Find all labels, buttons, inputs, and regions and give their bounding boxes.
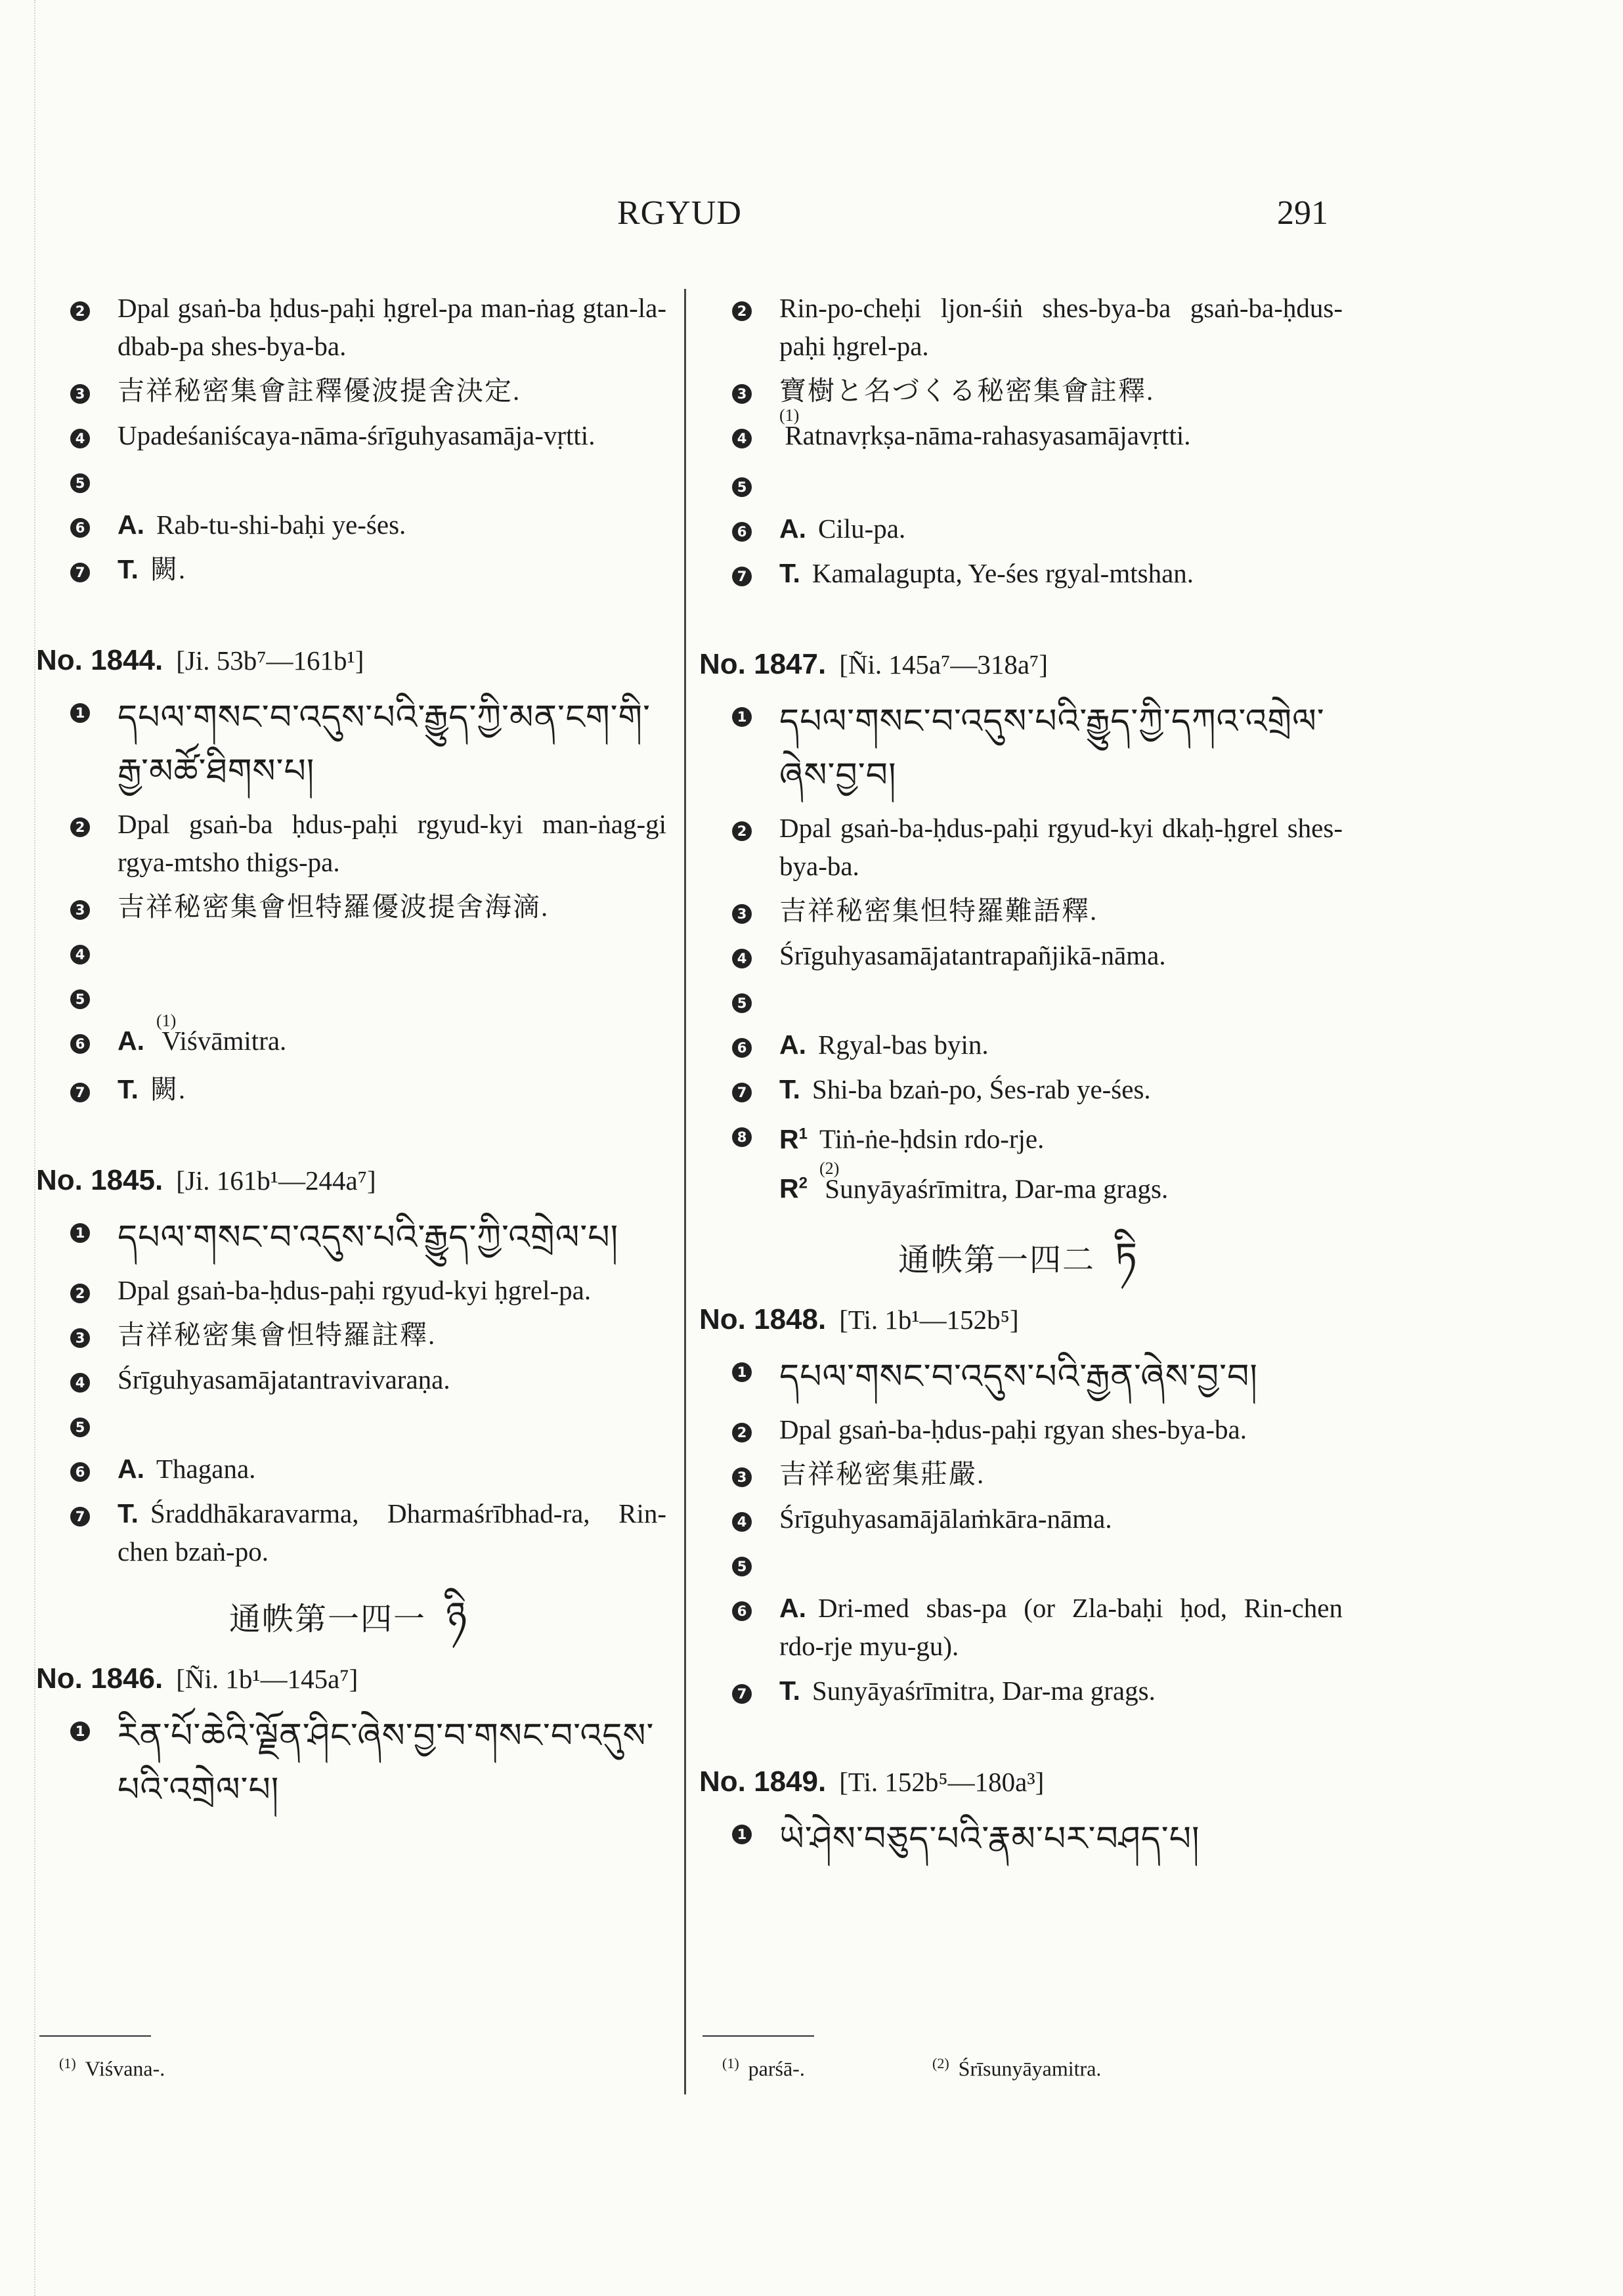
field-number: [699, 936, 779, 974]
entry-row: [36, 550, 666, 588]
entry-row: [36, 932, 666, 970]
entry-row: [699, 1350, 1343, 1404]
field-text: དཔལ་གསང་བ་འདུས་པའི་རྒྱུད་ཀྱི་དཀའ་འགྲེལ་ཞེས་བྱ་བ།: [779, 702, 1325, 795]
field-number-badge: 2: [70, 1284, 90, 1303]
field-content: [779, 1115, 1343, 1158]
field-number: [36, 1494, 118, 1532]
field-text: Rab-tu-shi-baḥi ye-śes.: [156, 509, 406, 540]
entry-row: [699, 1455, 1343, 1493]
role-letter: T.: [779, 1074, 800, 1104]
field-content: [779, 1350, 1343, 1404]
field-number-badge: 5: [70, 473, 90, 493]
footnote-left: [59, 2055, 165, 2081]
field-number-badge: 4: [70, 945, 90, 964]
field-number-badge: 5: [732, 1557, 752, 1576]
field-number-badge: 6: [732, 522, 752, 542]
field-content: [779, 1672, 1343, 1710]
field-number-badge: 2: [732, 301, 752, 321]
field-text: Upadeśaniścaya-nāma-śrīguhyasamāja-vṛtti.: [118, 420, 595, 450]
role-letter: R: [779, 1123, 799, 1154]
role-label: [779, 1029, 806, 1060]
field-text: Rin-po-cheḥi ljon-śiṅ shes-bya-ba gsaṅ-ba-ḥdus-paḥi ḥgrel-pa.: [779, 293, 1343, 361]
field-text: Thagana.: [156, 1454, 256, 1484]
volume-heading: [699, 1231, 1343, 1287]
role-label: [118, 1454, 144, 1484]
field-text: 闕.: [150, 1074, 187, 1104]
field-number-badge: 5: [732, 993, 752, 1013]
field-number: [699, 809, 779, 847]
note-reference: (1): [779, 406, 800, 425]
role-letter: T.: [779, 1676, 800, 1706]
field-number-badge: 8: [732, 1127, 752, 1147]
role-letter: T.: [118, 554, 139, 584]
entry-row: [36, 1360, 666, 1398]
entry-row: [36, 1070, 666, 1108]
field-content: [118, 1316, 666, 1354]
field-content: [779, 1159, 1343, 1212]
role-letter: A.: [118, 509, 144, 540]
entry-head-1848: [699, 1300, 1343, 1339]
field-number-badge: 1: [70, 1223, 90, 1243]
field-number: [699, 289, 779, 327]
field-number: [36, 372, 118, 410]
footnote-mark: (1): [722, 2055, 739, 2071]
role-label: [779, 1676, 800, 1706]
entry-row: [699, 936, 1343, 974]
field-text: དཔལ་གསང་བ་འདུས་པའི་རྒྱན་ཞེས་བྱ་བ།: [779, 1357, 1258, 1397]
column-divider: [684, 289, 686, 2094]
role-superscript: 2: [798, 1174, 808, 1192]
entry-row: [36, 805, 666, 881]
entry-row: [699, 554, 1343, 592]
field-number-badge: 1: [732, 1362, 752, 1382]
entry-head-1846: [36, 1659, 666, 1699]
field-number: [36, 506, 118, 544]
role-letter: T.: [118, 1498, 139, 1528]
field-number: [36, 1405, 118, 1443]
role-letter: A.: [779, 1029, 806, 1060]
entry-row: [36, 506, 666, 544]
role-label: [118, 1498, 139, 1528]
field-number: [36, 1316, 118, 1354]
entry-number: No. 1845.: [36, 1164, 163, 1196]
field-number-badge: 7: [732, 1083, 752, 1102]
role-label: [779, 1593, 806, 1623]
volume-glyph: ཉི: [445, 1593, 474, 1639]
field-number: [699, 1115, 779, 1153]
field-number-badge: 4: [70, 429, 90, 448]
field-text: Dri-med sbas-pa (or Zla-baḥi ḥod, Rin-chen rdo-rje myu-gu).: [779, 1593, 1343, 1662]
role-letter: A.: [118, 1026, 144, 1056]
entry-head-1847: [699, 645, 1343, 684]
volume-heading-text: 通帙第一四一: [228, 1602, 426, 1637]
field-text: Sunyāyaśrīmitra, Dar-ma grags.: [812, 1676, 1156, 1706]
field-text: 吉祥秘密集怛特羅難語釋.: [779, 896, 1098, 926]
entry-row: [36, 1316, 666, 1354]
role-label: [779, 558, 800, 588]
volume-heading-text: 通帙第一四二: [898, 1243, 1095, 1278]
field-text: Dpal gsaṅ-ba-ḥdus-paḥi rgyud-kyi ḥgrel-pa.: [118, 1275, 592, 1305]
field-content: [779, 892, 1343, 930]
entry-row: [36, 888, 666, 926]
field-number: [36, 1360, 118, 1398]
footnote-mark: (1): [59, 2055, 76, 2071]
entry-row: [36, 1405, 666, 1443]
field-number: [36, 805, 118, 843]
entry-head-1845: [36, 1161, 666, 1200]
entry-row: [699, 465, 1343, 503]
field-number: [36, 289, 118, 327]
field-text: དཔལ་གསང་བ་འདུས་པའི་རྒྱུད་ཀྱི་འགྲེལ་པ།: [118, 1218, 619, 1257]
field-text: 吉祥秘密集會怛特羅註釋.: [118, 1320, 437, 1350]
field-text: རིན་པོ་ཆེའི་ལྗོན་ཤིང་ཞེས་བྱ་བ་གསང་བ་འདུས་པའི་འགྲེལ་པ།: [118, 1716, 655, 1809]
role-letter: A.: [779, 513, 806, 544]
field-content: [118, 289, 666, 365]
field-number-badge: 3: [732, 384, 752, 404]
role-superscript: 1: [798, 1125, 808, 1142]
volume-heading: [36, 1590, 666, 1646]
field-text: 寶樹と名づくる秘密集會註釋.: [779, 376, 1155, 406]
field-number-badge: 7: [70, 1507, 90, 1527]
entry-row: [36, 289, 666, 365]
field-text: Dpal gsaṅ-ba ḥdus-paḥi rgyud-kyi man-ṅag-gi rgya-mtsho thigs-pa.: [118, 809, 666, 877]
field-number-badge: 5: [732, 477, 752, 497]
field-content: [118, 506, 666, 544]
field-content: [118, 372, 666, 410]
entry-ref: [Ji. 161b¹—244a⁷]: [176, 1165, 376, 1196]
field-number-badge: 3: [70, 384, 90, 404]
field-text: Cilu-pa.: [818, 513, 906, 544]
field-content: [779, 695, 1343, 802]
field-content: [118, 691, 666, 798]
field-number-badge: 3: [732, 1467, 752, 1487]
entry-row: [36, 416, 666, 454]
role-label: [118, 554, 139, 584]
field-number-badge: 3: [70, 1328, 90, 1348]
role-label: [118, 509, 144, 540]
field-number-badge: 7: [732, 567, 752, 586]
entry-1848-rows: [699, 1350, 1343, 1710]
field-number: [699, 509, 779, 548]
entry-number: No. 1848.: [699, 1303, 827, 1336]
field-text: Rgyal-bas byin.: [818, 1029, 989, 1060]
field-content: [779, 1026, 1343, 1064]
entry-row: [36, 372, 666, 410]
footnote-rule: [703, 2035, 814, 2037]
role-letter: T.: [118, 1074, 139, 1104]
entry-ref: [Ti. 1b¹—152b⁵]: [839, 1305, 1019, 1335]
volume-glyph: ཏི: [1114, 1234, 1144, 1281]
entry-row: [699, 1672, 1343, 1710]
left-column: [36, 289, 666, 1823]
field-content: [779, 372, 1343, 410]
entry-row: [36, 1450, 666, 1488]
field-text: 吉祥秘密集會註釋優波提舍決定.: [118, 376, 521, 406]
field-number: [699, 416, 779, 454]
field-content: [779, 289, 1343, 365]
field-text: ཡེ་ཤེས་བཅུད་པའི་རྣམ་པར་བཤད་པ།: [779, 1819, 1200, 1859]
field-number-badge: 7: [70, 563, 90, 582]
footnote-text: Śrīsunyāyamitra.: [958, 2056, 1102, 2081]
note-reference: (2): [819, 1159, 840, 1179]
field-number: [699, 695, 779, 733]
field-content: [779, 1455, 1343, 1493]
field-number-badge: 6: [732, 1601, 752, 1621]
role-label: [779, 1074, 800, 1104]
field-text: Dpal gsaṅ-ba-ḥdus-paḥi rgyud-kyi dkaḥ-ḥgrel shes-bya-ba.: [779, 813, 1343, 881]
field-number-badge: 4: [732, 429, 752, 448]
field-number: [36, 461, 118, 499]
footnote-right-2: [932, 2055, 1101, 2081]
entry-row: [699, 289, 1343, 365]
field-content: [118, 550, 666, 588]
entry-head-1849: [699, 1762, 1343, 1802]
field-text: Śrīguhyasamājatantrapañjikā-nāma.: [779, 940, 1166, 970]
field-number-badge: 2: [732, 821, 752, 841]
entry-row: [699, 892, 1343, 930]
field-content: [118, 1271, 666, 1309]
field-content: [118, 1709, 666, 1817]
field-content: [779, 936, 1343, 974]
field-number: [36, 1709, 118, 1747]
field-number-badge: 5: [70, 989, 90, 1009]
field-text: དཔལ་གསང་བ་འདུས་པའི་རྒྱུད་ཀྱི་མན་ངག་གི་རྒྱ་མཚོ་ཐིགས་པ།: [118, 698, 651, 791]
field-content: [118, 1070, 666, 1108]
entry-row: [699, 1812, 1343, 1866]
field-text: Śraddhākaravarma, Dharmaśrībhad-ra, Rin-chen bzaṅ-po.: [118, 1498, 666, 1567]
footnote-text: parśā-.: [748, 2056, 805, 2081]
field-number: [699, 1672, 779, 1710]
field-number-badge: 2: [732, 1423, 752, 1442]
role-letter: R: [779, 1173, 799, 1204]
field-number-badge: 2: [70, 301, 90, 321]
field-content: [118, 805, 666, 881]
left-top-rows: [36, 289, 666, 588]
field-number: [699, 1350, 779, 1388]
field-number: [699, 1500, 779, 1538]
field-number: [36, 1450, 118, 1488]
entry-row: [36, 1011, 666, 1064]
entry-row: [36, 1211, 666, 1265]
field-number: [36, 550, 118, 588]
field-content: [779, 1500, 1343, 1538]
field-content: [118, 1360, 666, 1398]
field-text: 闕.: [150, 554, 187, 584]
entry-1844-rows: [36, 691, 666, 1108]
field-number-badge: 6: [70, 1462, 90, 1482]
field-content: [779, 1812, 1343, 1866]
field-content: [779, 1589, 1343, 1665]
field-number: [36, 691, 118, 729]
field-number-badge: 6: [70, 518, 90, 538]
entry-row: [699, 1544, 1343, 1582]
entry-row: [36, 1271, 666, 1309]
field-content: [779, 406, 1343, 458]
running-title: RGYUD: [617, 194, 742, 232]
field-number-badge: 5: [70, 1418, 90, 1437]
field-number: [36, 1271, 118, 1309]
field-content: [118, 1211, 666, 1265]
field-text: Shi-ba bzaṅ-po, Śes-rab ye-śes.: [812, 1074, 1151, 1104]
field-text: Sunyāyaśrīmitra, Dar-ma grags.: [825, 1173, 1169, 1204]
field-content: [118, 416, 666, 454]
field-number: [36, 932, 118, 970]
entry-ref: [Ji. 53b⁷—161b¹]: [176, 645, 364, 676]
entry-row: [36, 977, 666, 1015]
field-number: [699, 892, 779, 930]
entry-head-1844: [36, 641, 666, 680]
field-content: [118, 1011, 666, 1064]
entry-row: [36, 1709, 666, 1817]
page-number: 291: [1277, 194, 1328, 232]
role-letter: A.: [779, 1593, 806, 1624]
field-number: [36, 977, 118, 1015]
entry-row: [699, 1070, 1343, 1108]
field-number-badge: 1: [70, 703, 90, 723]
role-label: [779, 1173, 808, 1203]
entry-row: [36, 461, 666, 499]
entry-ref: [Ñi. 1b¹—145a⁷]: [176, 1664, 358, 1694]
entry-row: [699, 1115, 1343, 1158]
field-text: 吉祥秘密集會怛特羅優波提舍海滴.: [118, 892, 550, 922]
entry-row: [699, 1410, 1343, 1448]
field-text: Tiṅ-ṅe-ḥdsin rdo-rje.: [819, 1123, 1045, 1154]
field-number: [699, 1026, 779, 1064]
field-text: Śrīguhyasamājatantravivaraṇa.: [118, 1364, 450, 1395]
field-number: [699, 1589, 779, 1627]
field-text: Viśvāmitra.: [162, 1026, 287, 1056]
entry-ref: [Ñi. 145a⁷—318a⁷]: [839, 649, 1049, 680]
field-content: [118, 1494, 666, 1570]
field-content: [779, 554, 1343, 592]
field-number-badge: 6: [732, 1038, 752, 1058]
entry-row: [699, 1026, 1343, 1064]
field-content: [779, 509, 1343, 548]
right-column: [699, 289, 1343, 1873]
role-letter: A.: [118, 1454, 144, 1484]
entry-row: [699, 981, 1343, 1019]
field-number: [699, 372, 779, 410]
role-label: [118, 1074, 139, 1104]
field-number: [699, 1544, 779, 1582]
entry-1846-rows: [36, 1709, 666, 1817]
entry-row: [699, 695, 1343, 802]
field-content: [118, 888, 666, 926]
field-content: [779, 1410, 1343, 1448]
field-number-badge: 4: [732, 1512, 752, 1532]
entry-row: [699, 1500, 1343, 1538]
field-text: Dpal gsaṅ-ba ḥdus-paḥi ḥgrel-pa man-ṅag gtan-la-dbab-pa shes-bya-ba.: [118, 293, 666, 361]
field-number: [36, 1211, 118, 1249]
entry-row: [699, 1589, 1343, 1665]
note-reference: (1): [156, 1011, 177, 1030]
field-text: Dpal gsaṅ-ba-ḥdus-paḥi rgyan shes-bya-ba.: [779, 1414, 1247, 1445]
entry-row: [36, 691, 666, 798]
field-number: [36, 888, 118, 926]
field-number-badge: 1: [732, 1825, 752, 1844]
field-content: [779, 809, 1343, 885]
field-text: Ratnavṛkṣa-nāma-rahasyasamājavṛtti.: [785, 420, 1191, 450]
field-number: [699, 465, 779, 503]
footnote-text: Viśvana-.: [85, 2056, 165, 2081]
entry-number: No. 1846.: [36, 1662, 163, 1695]
role-label: [779, 1124, 808, 1154]
entry-1847-rows: [699, 695, 1343, 1211]
field-number: [699, 1070, 779, 1108]
entry-1849-rows: [699, 1812, 1343, 1866]
field-number: [699, 1455, 779, 1493]
field-number-badge: 1: [70, 1722, 90, 1741]
entry-row: [699, 406, 1343, 458]
field-number: [36, 1070, 118, 1108]
footnote-rule: [39, 2035, 151, 2037]
field-text: Śrīguhyasamājālaṁkāra-nāma.: [779, 1504, 1112, 1534]
scan-edge: [34, 0, 35, 2296]
field-number: [36, 1022, 118, 1060]
field-number-badge: 4: [70, 1373, 90, 1393]
field-content: [118, 1450, 666, 1488]
page-header: [0, 194, 1623, 240]
field-number-badge: 3: [70, 900, 90, 920]
field-number-badge: 7: [70, 1083, 90, 1102]
right-top-rows: [699, 289, 1343, 592]
field-number: [699, 554, 779, 592]
footnote-right-1: [722, 2055, 805, 2081]
role-letter: T.: [779, 558, 800, 588]
field-content: [779, 1070, 1343, 1108]
entry-row: [699, 1159, 1343, 1212]
entry-number: No. 1844.: [36, 644, 163, 676]
entry-1845-rows: [36, 1211, 666, 1570]
role-label: [118, 1026, 144, 1056]
entry-ref: [Ti. 152b⁵—180a³]: [839, 1767, 1045, 1798]
field-number-badge: 2: [70, 817, 90, 837]
entry-row: [36, 1494, 666, 1570]
field-number-badge: 4: [732, 949, 752, 968]
entry-row: [699, 509, 1343, 548]
field-text: Kamalagupta, Ye-śes rgyal-mtshan.: [812, 558, 1194, 588]
field-number-badge: 7: [732, 1684, 752, 1704]
field-number-badge: 3: [732, 904, 752, 924]
field-text: 吉祥秘密集莊嚴.: [779, 1459, 985, 1490]
entry-number: No. 1849.: [699, 1765, 827, 1798]
role-label: [779, 513, 806, 544]
field-number-badge: 1: [732, 707, 752, 727]
field-number: [699, 1812, 779, 1850]
field-number: [699, 1410, 779, 1448]
field-number-badge: 6: [70, 1034, 90, 1054]
entry-row: [699, 372, 1343, 410]
footnote-mark: (2): [932, 2055, 949, 2071]
entry-row: [699, 809, 1343, 885]
entry-number: No. 1847.: [699, 648, 827, 680]
field-number: [699, 981, 779, 1019]
field-number: [36, 416, 118, 454]
